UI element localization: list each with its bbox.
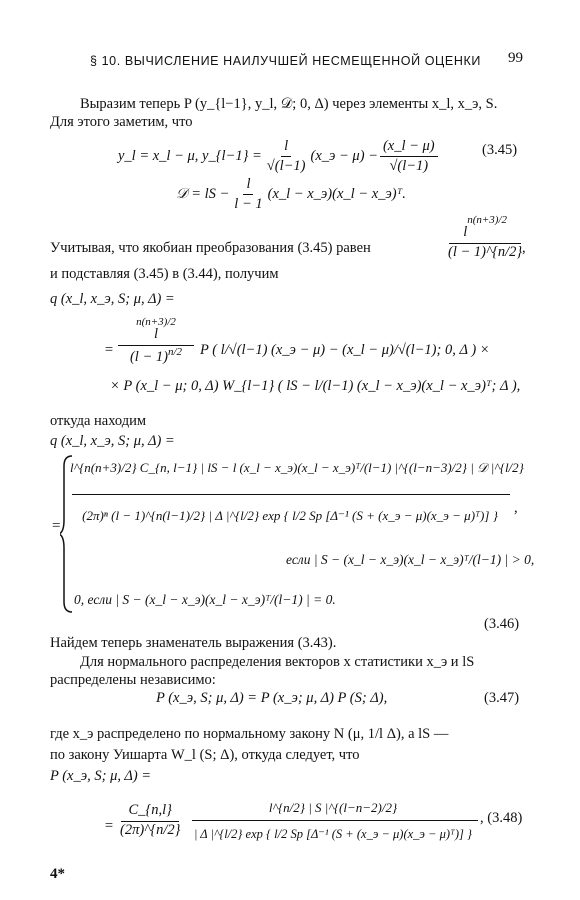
eq-3-46-line1: q (x_l, x_э, S; μ, Δ) = <box>50 433 175 449</box>
eq-3-48-constant <box>120 802 180 839</box>
eq-3-48-fraction-bar <box>192 820 478 821</box>
para3-text: откуда находим <box>50 413 147 429</box>
para2-line1: Учитывая, что якобиан преобразования (3.45) равен <box>50 240 371 256</box>
eq-3-46-comma: , <box>514 500 518 516</box>
eq-3-48-numerator: l^{n/2} | S |^{(l−n−2)/2} <box>268 800 398 815</box>
eq-3-45-lhs: y_l = x_l − μ, y_{l−1} = <box>118 147 262 164</box>
para4-line3: распределены независимо: <box>50 672 216 688</box>
jacobian-base: l <box>463 224 468 240</box>
eq-q1-line3: × P (x_l − μ; 0, Δ) W_{l−1} ( lS − l/(l−1) (x_l − x_э)(x_l − x_э)ᵀ; Δ ), <box>110 378 521 394</box>
eq-3-45-line2 <box>176 176 406 212</box>
eq-3-48-c: C_{n,l} <box>128 802 172 818</box>
para2-line2: и подставляя (3.45) в (3.44), получим <box>50 266 279 282</box>
eq-q1-line2: P ( l/√(l−1) (x_э − μ) − (x_l − μ)/√(l−1); 0, Δ ) × <box>200 342 490 358</box>
eq-3-45-frac2-num: (x_l − μ) <box>380 138 438 157</box>
eq-3-45-frac1-den: √(l−1) <box>266 157 306 174</box>
eq-3-48-line1: P (x_э, S; μ, Δ) = <box>50 768 152 784</box>
eq-3-48-c-den: (2π)^{n/2} <box>120 822 181 838</box>
para4-line1: Найдем теперь знаменатель выражения (3.43). <box>50 635 337 651</box>
eq-3-45-line1 <box>118 138 440 174</box>
para4-line2: Для нормального распределения векторов x статистики x_э и lS <box>80 654 475 670</box>
para1-line2: Для этого заметим, что <box>50 114 193 130</box>
eq-3-46-equals: = <box>52 518 61 534</box>
eq-3-48-denominator: | Δ |^{l/2} exp { l/2 Sp [Δ⁻¹ (S + (x_э − μ)(x_э − μ)ᵀ)] } <box>193 827 473 841</box>
eq-3-45-d-lhs: 𝒟 = lS − <box>176 185 230 202</box>
para5-line2: по закону Уишарта W_l (S; Δ), откуда следует, что <box>50 747 360 763</box>
eq-3-45-frac1-num: l <box>281 138 291 157</box>
jacobian-comma: , <box>522 240 526 256</box>
eq-3-45-d-rest: (x_l − x_э)(x_l − x_э)ᵀ. <box>267 185 406 202</box>
para5-line1: где x_э распределено по нормальному закону N (μ, 1/l Δ), а lS — <box>50 726 449 742</box>
eq-3-48-label: , (3.48) <box>480 810 523 826</box>
eq-3-47-label: (3.47) <box>484 690 520 706</box>
eq-3-45-frac2-den: √(l−1) <box>389 157 429 174</box>
eq-3-45-label: (3.45) <box>482 142 518 158</box>
eq-q1-fraction: n(n+3)/2 l $(l - 1)^{n/2}$ <box>118 316 194 366</box>
eq-3-46-numerator: l^{n(n+3)/2} C_{n, l−1} | lS − l (x_l − x_э)(x_l − x_э)ᵀ/(l−1) |^{(l−n−3)/2} | 𝒟 |^{l/2} <box>70 460 524 475</box>
eq-3-48-equals: = <box>104 818 114 834</box>
running-header: § 10. ВЫЧИСЛЕНИЕ НАИЛУЧШЕЙ НЕСМЕЩЕННОЙ ОЦЕНКИ <box>90 54 481 68</box>
eq-3-47: P (x_э, S; μ, Δ) = P (x_э; μ, Δ) P (S; Δ), <box>156 690 388 706</box>
jacobian-exponent: n(n+3)/2 <box>467 214 508 226</box>
eq-3-46-label: (3.46) <box>484 616 520 632</box>
page-number: 99 <box>508 50 523 66</box>
jacobian-fraction <box>448 214 522 261</box>
eq-q1-equals: = <box>104 342 114 358</box>
eq-3-46-brace <box>60 454 74 614</box>
eq-q1-exponent: n(n+3)/2 <box>136 316 176 328</box>
signature-mark: 4* <box>50 866 65 882</box>
eq-3-46-fraction-bar <box>72 494 510 495</box>
eq-3-46-zero-case: 0, если | S − (x_l − x_э)(x_l − x_э)ᵀ/(l−1) | = 0. <box>74 592 336 607</box>
eq-3-45-d-num: l <box>243 176 253 195</box>
eq-q1-line1: q (x_l, x_э, S; μ, Δ) = <box>50 291 175 307</box>
eq-3-45-d-den: l − 1 <box>234 195 263 212</box>
eq-3-46-condition: если | S − (x_l − x_э)(x_l − x_э)ᵀ/(l−1) | > 0, <box>286 552 535 567</box>
para1-line1: Выразим теперь P (y_{l−1}, y_l, 𝒟; 0, Δ) через элементы x_l, x_э, S. <box>80 96 498 112</box>
eq-3-45-mid: (x_э − μ) − <box>310 147 378 164</box>
jacobian-denominator: (l − 1)^{n/2} <box>448 244 523 260</box>
eq-3-46-denominator: (2π)ⁿ (l − 1)^{n(l−1)/2} | Δ |^{l/2} exp { l/2 Sp [Δ⁻¹ (S + (x_э − μ)(x_э − μ)ᵀ)] } <box>82 508 498 523</box>
